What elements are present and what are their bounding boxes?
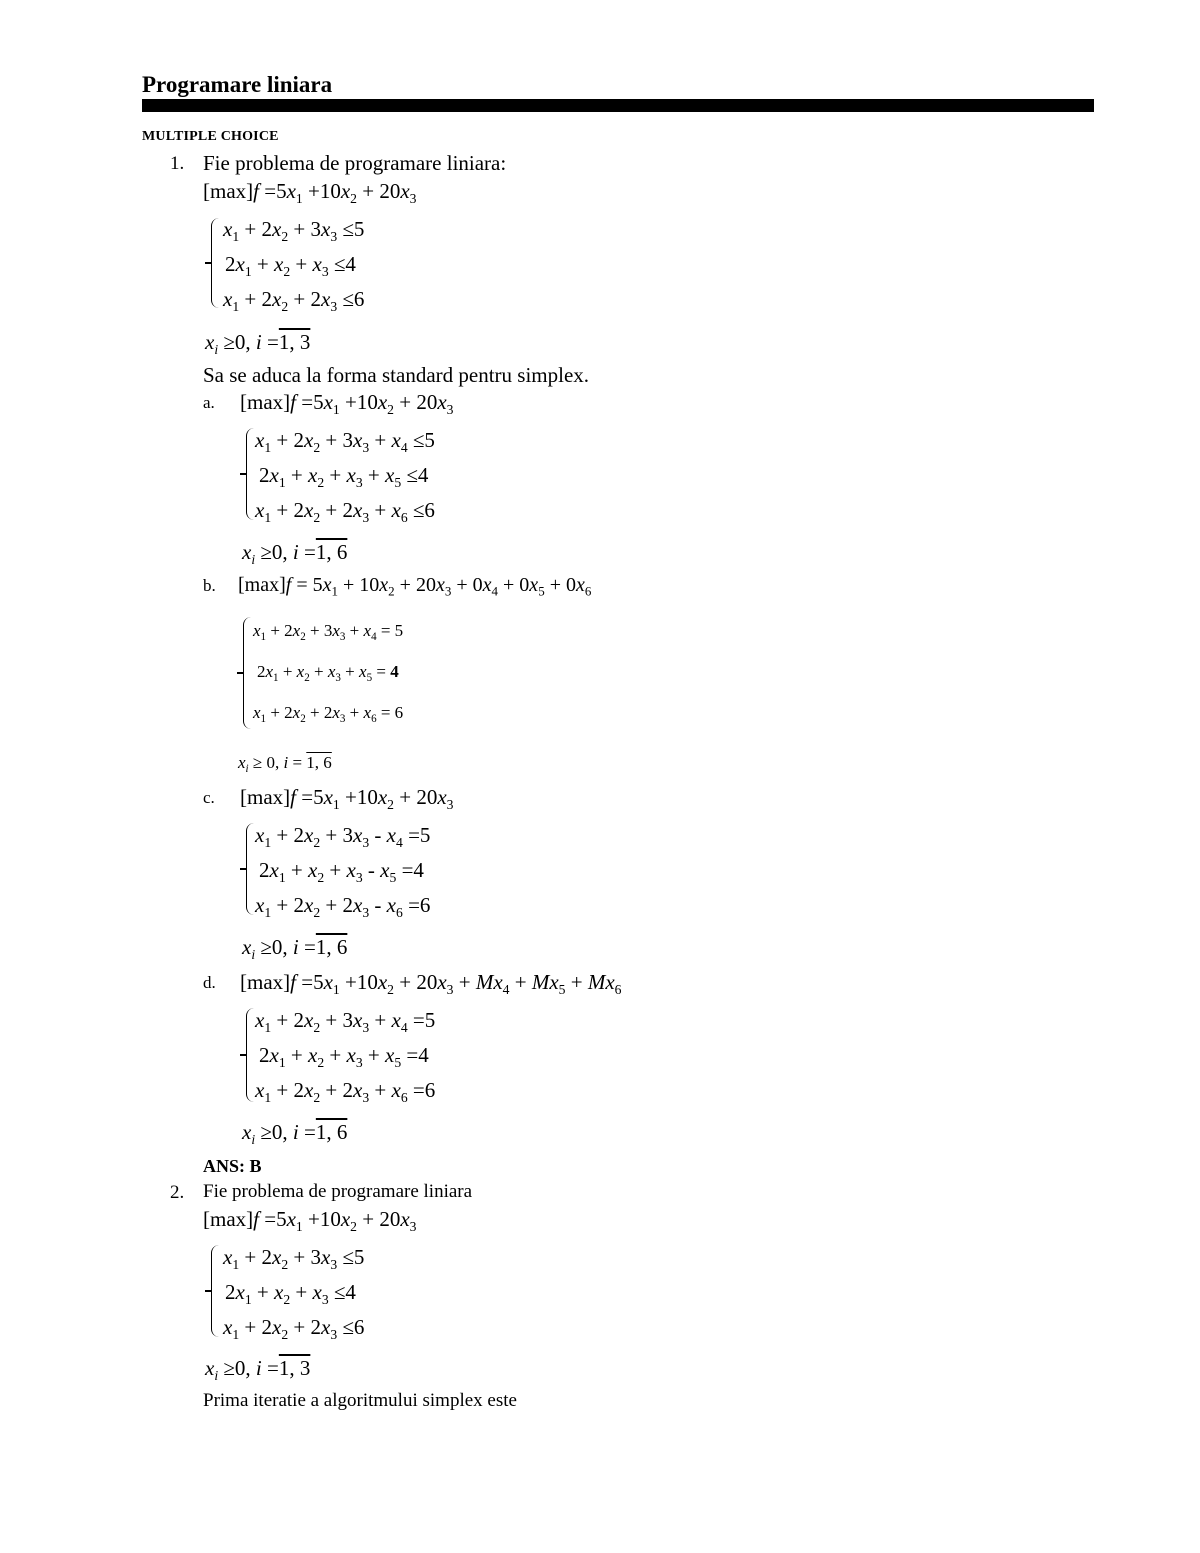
page-title: Programare liniara (142, 72, 333, 97)
option-c-objective: $[\max]f =5x_1 +10x_2 + 20x_3$ (240, 785, 454, 812)
q2-constraint-3: $x_1 + 2x_2 + 2x_3 \le 6$ (223, 1315, 365, 1342)
question-2-tail: Prima iteratie a algoritmului simplex este (203, 1390, 517, 1411)
q1-system-brace (211, 218, 222, 308)
option-d-label: d. (203, 973, 216, 992)
question-1-instruction: Sa se aduca la forma standard pentru simplex. (203, 363, 590, 387)
q1-nonnegativity: $x_i \ge 0$, i =1, 3 (205, 330, 311, 357)
option-b-nonnegativity: $x_i \ge 0$, i = 1, 6 (238, 753, 332, 775)
q2-constraint-2: $2x_1 + x_2 + x_3 \le 4$ (225, 1280, 356, 1307)
option-b-constraint-3: $x_1 + 2x_2 + 2x_3 + x_6 = 6$ (253, 703, 404, 725)
option-c-constraint-1: $x_1 + 2x_2 + 3x_3 - x_4 =5$ (255, 823, 431, 850)
option-a-constraint-1: $x_1 + 2x_2 + 3x_3 + x_4 \le 5$ (255, 428, 435, 455)
option-c-constraint-2: $2x_1 + x_2 + x_3 - x_5 =4$ (259, 858, 424, 885)
option-d-constraint-1: $x_1 + 2x_2 + 3x_3 + x_4 =5$ (255, 1008, 436, 1035)
title-divider (142, 99, 1094, 112)
q1-constraint-1: $x_1 + 2x_2 + 3x_3 \le 5$ (223, 217, 365, 244)
option-b-objective: $[\max]f = 5x_1 + 10x_2 + 20x_3 + 0x_4 + 0x_5 + 0x_6$ (238, 574, 592, 599)
q1-objective: $[\max]f =5x_1 +10x_2 + 20x_3$ (203, 179, 417, 206)
section-heading: MULTIPLE CHOICE (142, 129, 279, 144)
option-d-constraint-2: $2x_1 + x_2 + x_3 + x_5 =4$ (259, 1043, 429, 1070)
option-d-nonnegativity: $x_i \ge 0$, i =1, 6 (242, 1120, 348, 1147)
question-1-number: 1. (170, 153, 185, 174)
q1-constraint-3: $x_1 + 2x_2 + 2x_3 \le 6$ (223, 287, 365, 314)
q2-objective: $[\max]f =5x_1 +10x_2 + 20x_3$ (203, 1207, 417, 1234)
option-c-nonnegativity: $x_i \ge 0$, i =1, 6 (242, 935, 348, 962)
option-b-constraint-2: $2x_1 + x_2 + x_3 + x_5 = 4$ (257, 662, 399, 684)
question-1-intro: Fie problema de programare liniara: (203, 151, 507, 175)
q2-system-brace (211, 1245, 222, 1337)
q2-constraint-1: $x_1 + 2x_2 + 3x_3 \le 5$ (223, 1245, 365, 1272)
option-a-constraint-3: $x_1 + 2x_2 + 2x_3 + x_6 \le 6$ (255, 498, 435, 525)
option-c-label: c. (203, 788, 215, 807)
option-b-constraint-1: $x_1 + 2x_2 + 3x_3 + x_4 = 5$ (253, 621, 404, 643)
option-a-objective: $[\max]f =5x_1 +10x_2 + 20x_3$ (240, 390, 454, 417)
question-2-number: 2. (170, 1182, 185, 1203)
option-d-objective: $[\max]f =5x_1 +10x_2 + 20x_3 + Mx_4 + Mx_5 + Mx_6$ (240, 970, 622, 997)
option-b-label: b. (203, 576, 216, 595)
question-2-intro: Fie problema de programare liniara (203, 1181, 473, 1202)
q2-nonnegativity: $x_i \ge 0$, i =1, 3 (205, 1356, 311, 1383)
option-a-nonnegativity: $x_i \ge 0$, i =1, 6 (242, 540, 348, 567)
option-a-constraint-2: $2x_1 + x_2 + x_3 + x_5 \le 4$ (259, 463, 429, 490)
q1-constraint-2: $2x_1 + x_2 + x_3 \le 4$ (225, 252, 356, 279)
question-1-answer: ANS: B (203, 1156, 262, 1176)
option-c-constraint-3: $x_1 + 2x_2 + 2x_3 - x_6 =6$ (255, 893, 431, 920)
option-a-label: a. (203, 393, 215, 412)
option-d-constraint-3: $x_1 + 2x_2 + 2x_3 + x_6 =6$ (255, 1078, 436, 1105)
